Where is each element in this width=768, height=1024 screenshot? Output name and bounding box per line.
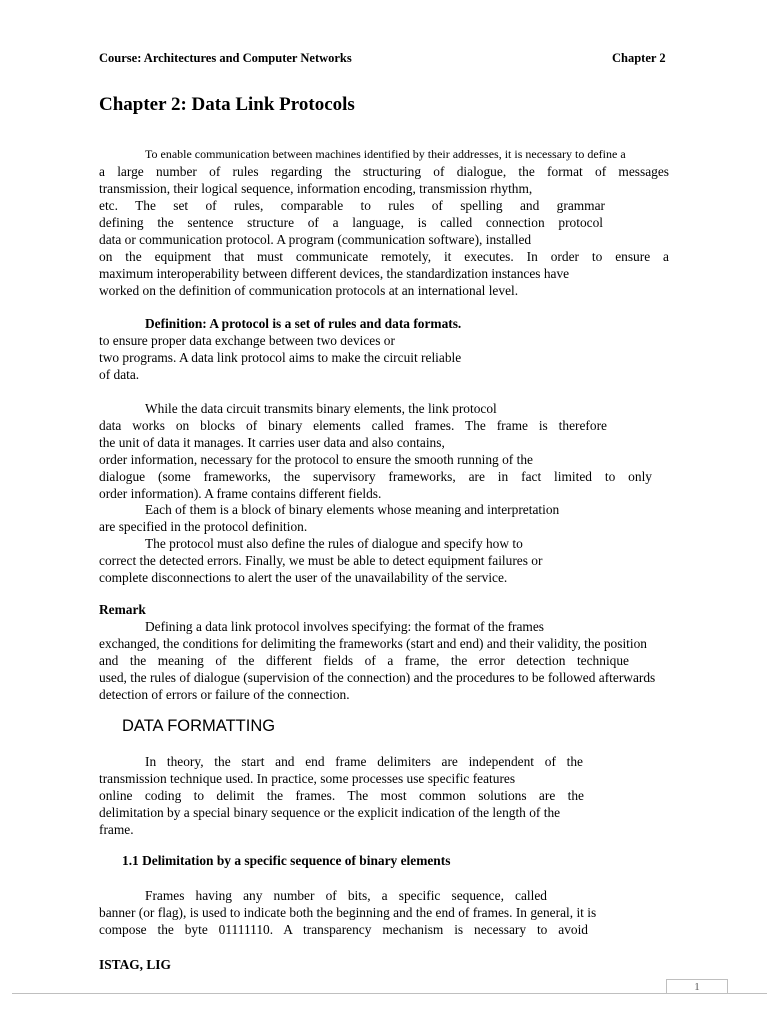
intro-line: data or communication protocol. A program (communication software), installed (99, 232, 532, 247)
footer-divider (12, 993, 767, 994)
frames-line: Each of them is a block of binary elements whose meaning and interpretation (145, 502, 560, 517)
intro-line: etc. The set of rules, comparable to rules of spelling and grammar (99, 198, 605, 213)
definition-line: two programs. A data link protocol aims to make the circuit reliable (99, 350, 462, 365)
frames-line: data works on blocks of binary elements called frames. The frame is therefore (99, 418, 607, 433)
frames-line: the unit of data it manages. It carries user data and also contains, (99, 435, 445, 450)
frames-line: order information). A frame contains different fields. (99, 486, 382, 501)
formatting-line: transmission technique used. In practice, some processes use specific features (99, 771, 516, 786)
intro-line: on the equipment that must communicate remotely, it executes. In order to ensure a (99, 249, 669, 264)
intro-line: maximum interoperability between different devices, the standardization instances have (99, 266, 570, 281)
remark-line: Defining a data link protocol involves specifying: the format of the frames (145, 619, 544, 634)
intro-line: worked on the definition of communication protocols at an international level. (99, 283, 519, 298)
intro-line: To enable communication between machines identified by their addresses, it is necessary to define a (145, 147, 626, 161)
formatting-line: delimitation by a special binary sequence or the explicit indication of the length of the (99, 805, 561, 820)
frames-line: While the data circuit transmits binary elements, the link protocol (145, 401, 497, 416)
course-header: Course: Architectures and Computer Networks (99, 51, 352, 65)
frames-line: complete disconnections to alert the user of the unavailability of the service. (99, 570, 508, 585)
subsection-line: Frames having any number of bits, a specific sequence, called (145, 888, 547, 903)
frames-line: dialogue (some frameworks, the supervisory frameworks, are in fact limited to only (99, 469, 652, 484)
intro-line: defining the sentence structure of a language, is called connection protocol (99, 215, 603, 230)
intro-line: transmission, their logical sequence, information encoding, transmission rhythm, (99, 181, 533, 196)
definition-line: to ensure proper data exchange between two devices or (99, 333, 395, 348)
intro-line: a large number of rules regarding the structuring of dialogue, the format of messages (99, 164, 669, 179)
formatting-line: In theory, the start and end frame delimiters are independent of the (145, 754, 583, 769)
remark-line: exchanged, the conditions for delimiting the frameworks (start and end) and their validity, the position (99, 636, 648, 651)
frames-line: order information, necessary for the protocol to ensure the smooth running of the (99, 452, 533, 467)
formatting-line: online coding to delimit the frames. The most common solutions are the (99, 788, 584, 803)
remark-line: used, the rules of dialogue (supervision of the connection) and the procedures to be followed afterwards (99, 670, 656, 685)
remark-line: detection of errors or failure of the connection. (99, 687, 350, 702)
page-title: Chapter 2: Data Link Protocols (99, 94, 355, 115)
frames-line: correct the detected errors. Finally, we must be able to detect equipment failures or (99, 553, 543, 568)
subsection-heading: 1.1 Delimitation by a specific sequence of binary elements (122, 853, 451, 868)
definition-statement: Definition: A protocol is a set of rules and data formats. (145, 316, 462, 331)
section-heading: DATA FORMATTING (122, 717, 276, 735)
chapter-header: Chapter 2 (612, 51, 666, 65)
subsection-line: compose the byte 01111110. A transparency mechanism is necessary to avoid (99, 922, 588, 937)
subsection-line: banner (or flag), is used to indicate both the beginning and the end of frames. In general, it is (99, 905, 597, 920)
definition-line: of data. (99, 367, 140, 382)
frames-line: are specified in the protocol definition. (99, 519, 308, 534)
formatting-line: frame. (99, 822, 134, 837)
remark-line: and the meaning of the different fields of a frame, the error detection technique (99, 653, 629, 668)
frames-line: The protocol must also define the rules of dialogue and specify how to (145, 536, 523, 551)
page-number: 1 (666, 979, 728, 993)
footer-institution: ISTAG, LIG (99, 957, 171, 972)
remark-heading: Remark (99, 602, 146, 617)
